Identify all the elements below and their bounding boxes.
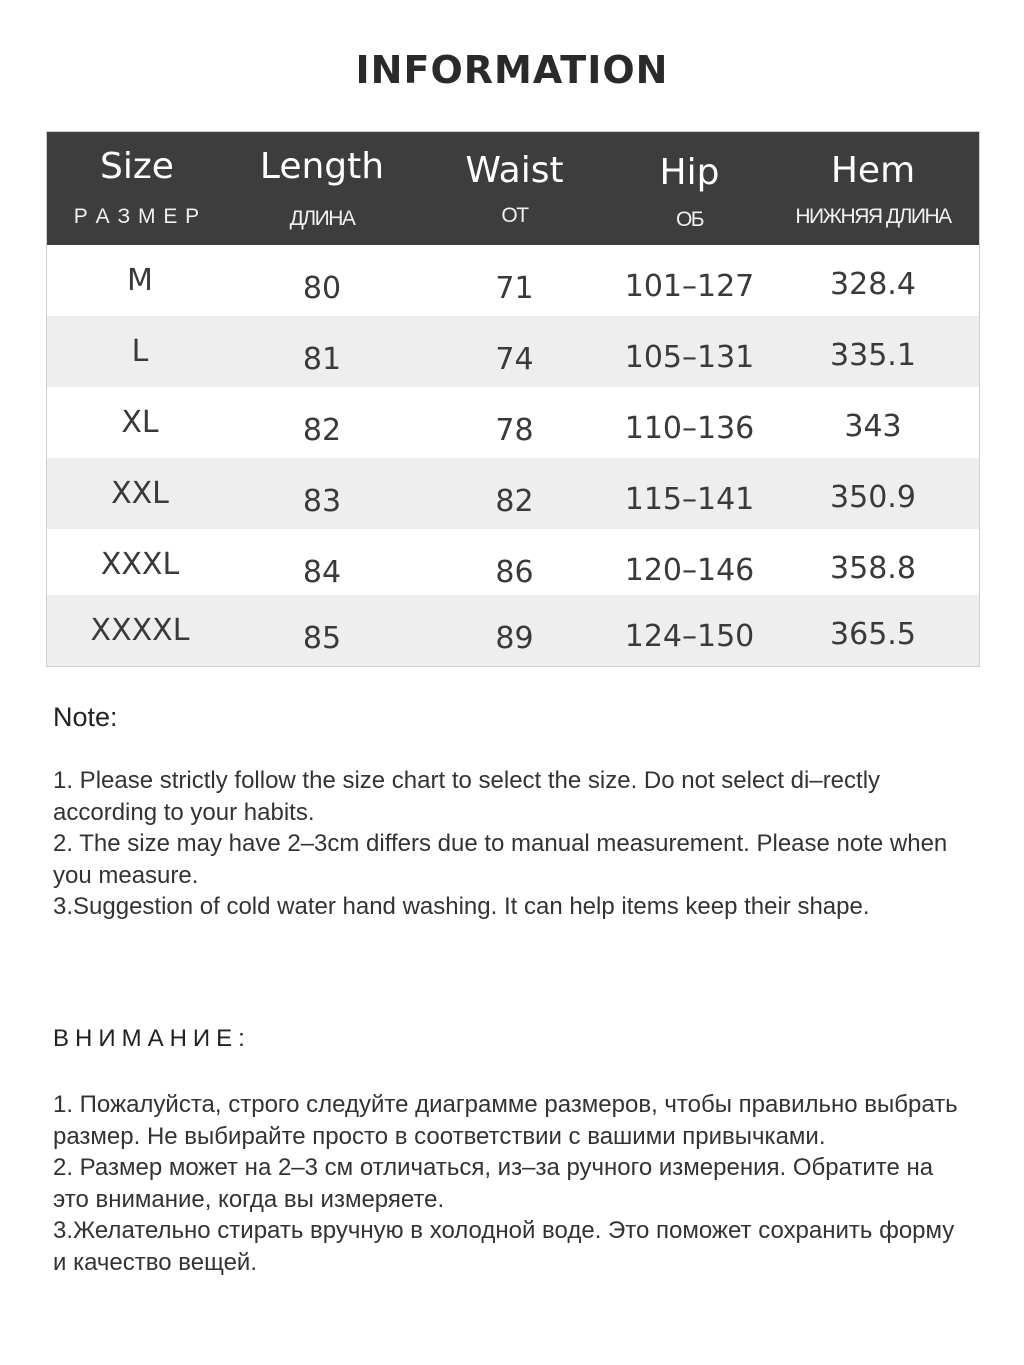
cell-waist: 71 — [495, 271, 534, 306]
header-waist — [417, 132, 612, 245]
table-row — [47, 529, 979, 600]
cell-waist: 74 — [495, 342, 534, 377]
note-item: 1. Пожалуйста, строго следуйте диаграмме размеров, чтобы правильно выбрать размер. Не выбирайте просто в соответствии с вашими привычками. — [53, 1091, 958, 1150]
cell-hem: 328.4 — [830, 267, 916, 302]
cell-hip: 110–136 — [624, 411, 755, 446]
table-row — [47, 458, 979, 529]
header-sublabel: ДЛИНА — [289, 207, 355, 230]
cell-hem: 358.8 — [830, 551, 916, 586]
note-heading: Note: — [53, 702, 118, 732]
header-sublabel: ОБ — [675, 208, 704, 231]
note-item: 2. The size may have 2–3cm differs due to manual measurement. Please note when you measure. — [53, 830, 948, 889]
note-item: 1. Please strictly follow the size chart to select the size. Do not select di–rectly according to your habits. — [53, 767, 881, 826]
note-list-en — [53, 765, 973, 923]
cell-size: XXXXL — [90, 613, 190, 648]
cell-length: 81 — [302, 342, 342, 377]
note-item: 3.Suggestion of cold water hand washing. It can help items keep their shape. — [53, 893, 870, 920]
cell-hip: 101–127 — [624, 269, 755, 304]
cell-hem: 335.1 — [830, 338, 916, 373]
cell-size: XXL — [111, 476, 169, 511]
cell-size: XXXL — [100, 547, 180, 582]
note-heading-ru: ВНИМАНИЕ: — [53, 1025, 251, 1052]
table-row — [47, 387, 979, 458]
page-title: INFORMATION — [355, 48, 669, 92]
cell-size: XL — [121, 405, 159, 440]
table-row — [47, 245, 979, 316]
header-label: Length — [259, 146, 385, 187]
cell-waist: 89 — [495, 621, 534, 656]
cell-hip: 124–150 — [624, 619, 755, 654]
table-header — [47, 132, 979, 245]
cell-length: 85 — [302, 621, 342, 656]
cell-hip: 120–146 — [624, 553, 755, 588]
note-item: 3.Желательно стирать вручную в холодной воде. Это поможет сохранить форму и качество вещей. — [53, 1217, 955, 1276]
cell-waist: 78 — [495, 413, 534, 448]
header-label: Size — [100, 146, 174, 187]
header-size — [47, 132, 227, 245]
cell-size: L — [131, 334, 149, 369]
table-row — [47, 595, 979, 666]
header-label: Hem — [830, 150, 916, 191]
note-item: 2. Размер может на 2–3 см отличаться, из–за ручного измерения. Обратите на это внимание, когда вы измеряете. — [53, 1154, 934, 1213]
header-sublabel: НИЖНЯЯ ДЛИНА — [795, 205, 951, 228]
cell-hip: 105–131 — [624, 340, 755, 375]
cell-waist: 86 — [495, 555, 534, 590]
cell-length: 80 — [302, 271, 342, 306]
header-hip — [612, 132, 767, 245]
header-length — [227, 132, 417, 245]
cell-length: 83 — [302, 484, 342, 519]
cell-length: 82 — [302, 413, 342, 448]
cell-hem: 350.9 — [830, 480, 916, 515]
header-label: Hip — [659, 152, 720, 193]
cell-size: M — [127, 263, 153, 298]
table-row — [47, 316, 979, 387]
note-list-ru — [53, 1089, 973, 1278]
cell-length: 84 — [302, 555, 342, 590]
header-label: Waist — [465, 150, 564, 191]
cell-hem: 343 — [844, 409, 902, 444]
size-chart-table — [46, 131, 980, 667]
header-sublabel: ОТ — [501, 204, 528, 227]
cell-waist: 82 — [495, 484, 534, 519]
header-sublabel: Р А З М Е Р — [73, 205, 201, 228]
cell-hip: 115–141 — [624, 482, 755, 517]
header-hem — [767, 132, 979, 245]
cell-hem: 365.5 — [830, 617, 916, 652]
